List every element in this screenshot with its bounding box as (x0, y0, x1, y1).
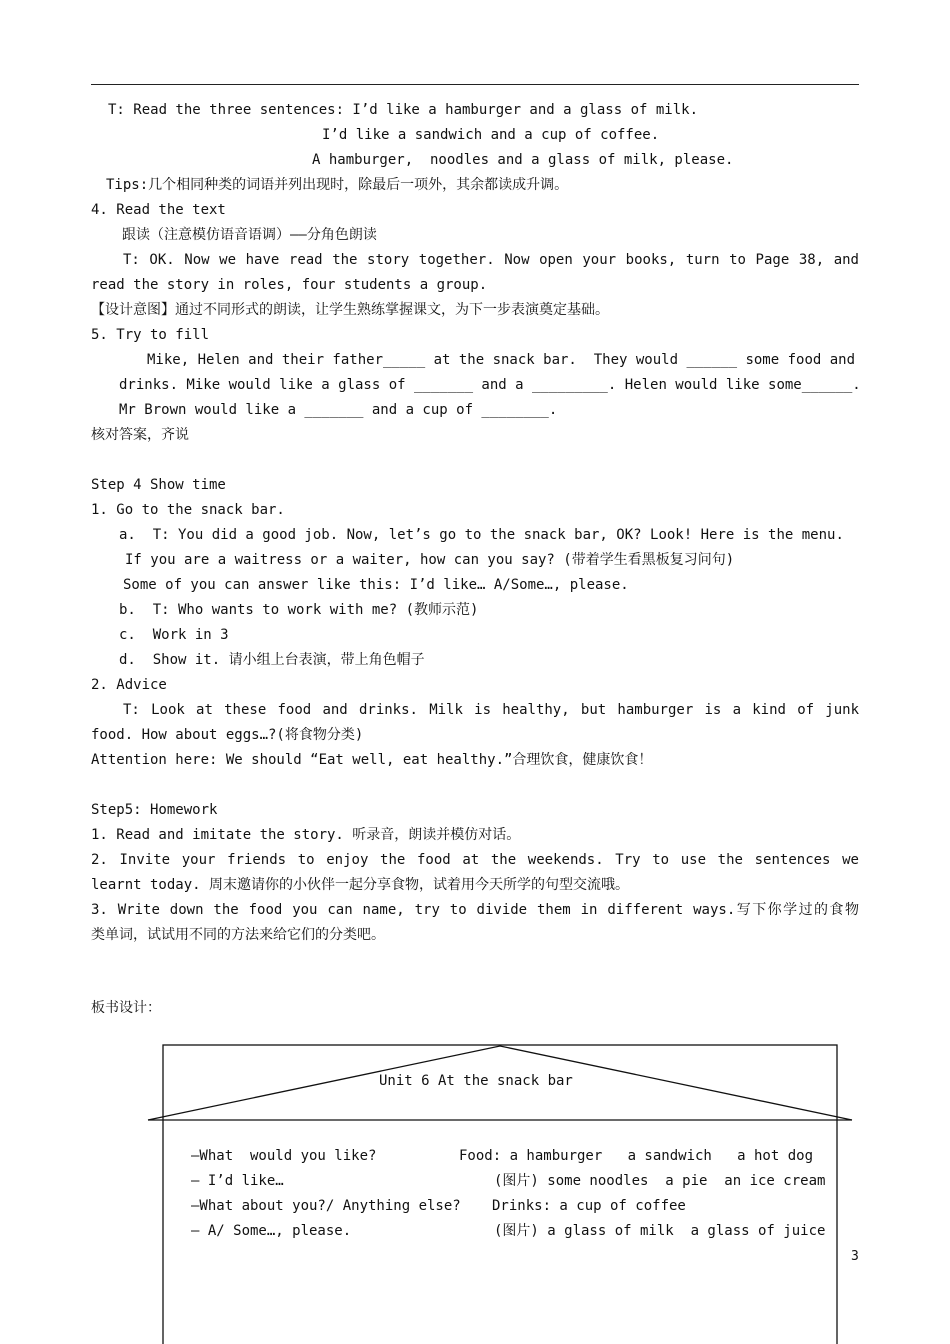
board-left-line-3: —What about you?/ Anything else? (191, 1198, 461, 1214)
section-read-text: 4. Read the text (91, 202, 226, 218)
board-right-line-2: (图片) some noodles a pie an ice cream (494, 1173, 826, 1189)
teacher-ok-line: T: OK. Now we have read the story together. Now open your books, turn to Page 38, and (123, 252, 859, 268)
design-intent-line: 【设计意图】通过不同形式的朗读，让学生熟练掌握课文，为下一步表演奠定基础。 (91, 302, 609, 318)
item-a-line-2: If you are a waitress or a waiter, how can you say? (带着学生看黑板复习问句) (125, 552, 735, 568)
homework-3-line-1: 3. Write down the food you can name, try to divide them in different ways.写下你学过的食物 (91, 902, 859, 918)
item-d-line: d. Show it. 请小组上台表演，带上角色帽子 (119, 652, 425, 668)
board-right-line-1: Food: a hamburger a sandwich a hot dog (459, 1148, 814, 1164)
fill-line-1: Mike, Helen and their father_____ at the snack bar. They would ______ some food and (147, 352, 856, 368)
board-left-line-1: —What would you like? (191, 1148, 377, 1164)
board-right-line-4: (图片) a glass of milk a glass of juice (494, 1223, 826, 1239)
follow-reading-line: 跟读（注意模仿语音语调）——分角色朗读 (122, 227, 377, 243)
advice-line-2: food. How about eggs…?(将食物分类) (91, 727, 364, 743)
advice-line-1: T: Look at these food and drinks. Milk is healthy, but hamburger is a kind of junk (123, 702, 859, 718)
attention-line: Attention here: We should “Eat well, eat healthy.”合理饮食，健康饮食！ (91, 752, 653, 768)
fill-line-2: drinks. Mike would like a glass of _______ and a _________. Helen would like some______. (119, 377, 861, 393)
step4-heading: Step 4 Show time (91, 477, 226, 493)
tips-line: Tips:几个相同种类的词语并列出现时，除最后一项外，其余都读成升调。 (106, 177, 569, 193)
homework-3-line-2: 类单词，试试用不同的方法来给它们的分类吧。 (91, 927, 385, 943)
check-answers-line: 核对答案，齐说 (91, 427, 189, 443)
homework-2-line-1: 2. Invite your friends to enjoy the food at the weekends. Try to use the sentences we (91, 852, 859, 868)
example-sentence-3: A hamburger, noodles and a glass of milk, please. (312, 152, 734, 168)
fill-line-3: Mr Brown would like a _______ and a cup of ________. (119, 402, 558, 418)
board-left-line-2: — I’d like… (191, 1173, 284, 1189)
homework-2-line-2: learnt today. 周末邀请你的小伙伴一起分享食物，试着用今天所学的句型交流哦。 (91, 877, 630, 893)
item-a-line-1: a. T: You did a good job. Now, let’s go to the snack bar, OK? Look! Here is the menu. (119, 527, 844, 543)
go-snack-bar-line: 1. Go to the snack bar. (91, 502, 285, 518)
teacher-read-line: T: Read the three sentences: I’d like a hamburger and a glass of milk. (108, 102, 699, 118)
board-title: Unit 6 At the snack bar (379, 1073, 573, 1089)
section-try-fill: 5. Try to fill (91, 327, 210, 343)
teacher-ok-line-2: read the story in roles, four students a group. (91, 277, 488, 293)
page-number: 3 (851, 1249, 859, 1264)
board-right-line-3: Drinks: a cup of coffee (492, 1198, 686, 1214)
homework-1: 1. Read and imitate the story. 听录音，朗读并模仿对话。 (91, 827, 521, 843)
item-a-line-3: Some of you can answer like this: I’d like… A/Some…, please. (123, 577, 629, 593)
item-b-line: b. T: Who wants to work with me? (教师示范) (119, 602, 479, 618)
item-c-line: c. Work in 3 (119, 627, 229, 643)
step5-heading: Step5: Homework (91, 802, 218, 818)
example-sentence-2: I’d like a sandwich and a cup of coffee. (322, 127, 660, 143)
board-design-label: 板书设计： (91, 1000, 161, 1016)
board-left-line-4: — A/ Some…, please. (191, 1223, 352, 1239)
advice-heading: 2. Advice (91, 677, 167, 693)
